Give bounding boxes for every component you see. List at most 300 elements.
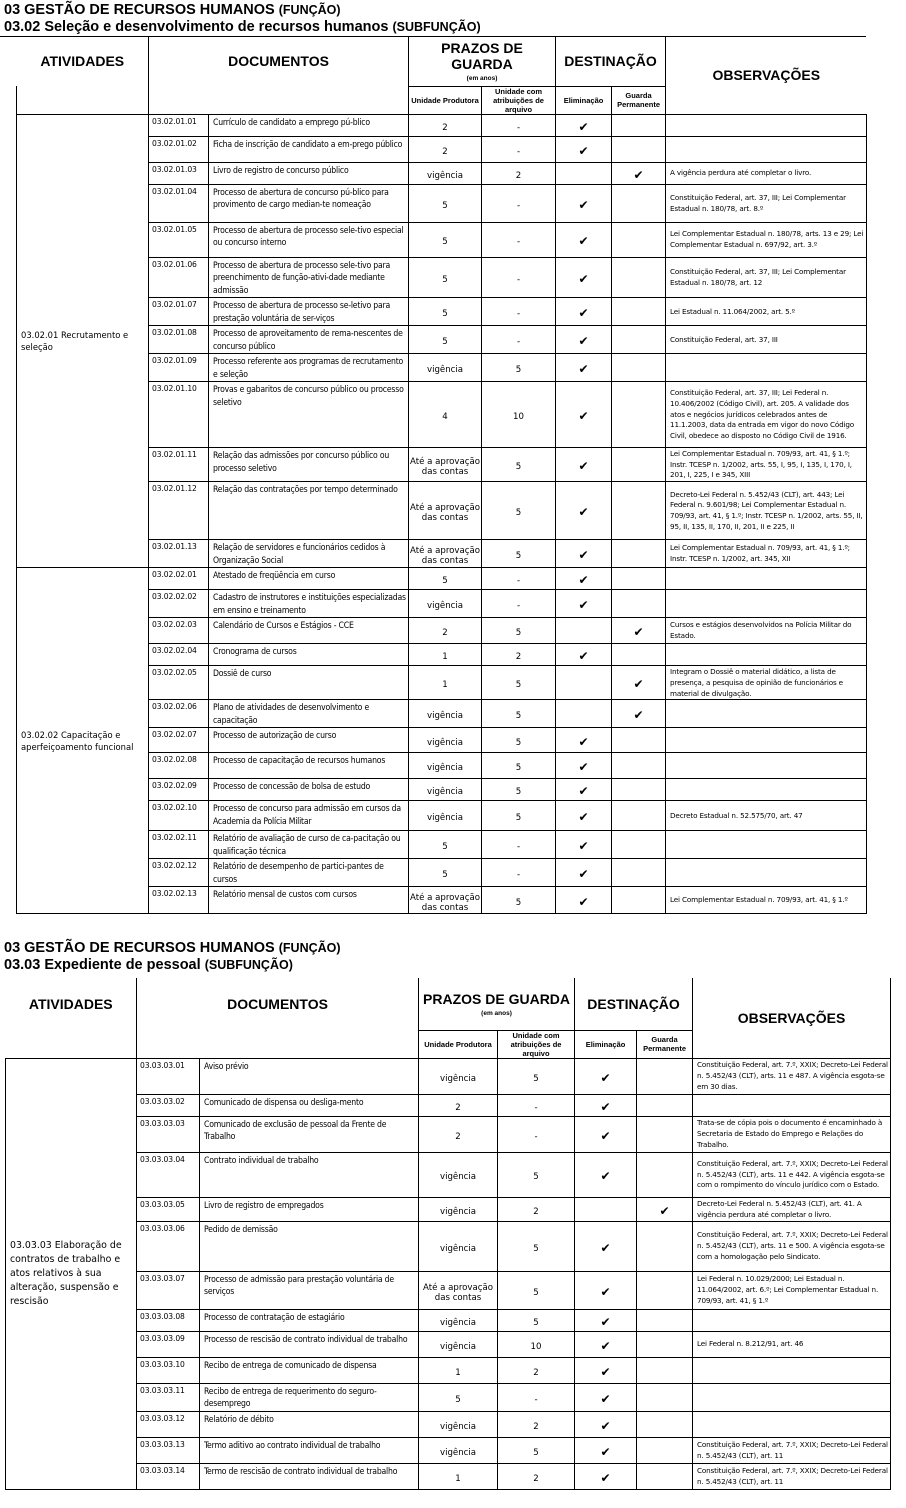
retention-archive-unit: 5	[482, 540, 556, 568]
retention-archive-unit: -	[482, 590, 556, 618]
retention-archive-unit: -	[482, 184, 556, 222]
permanent-custody-cell	[612, 779, 666, 801]
document-name: Relatório de débito	[200, 1411, 419, 1437]
observation: Cursos e estágios desenvolvidos na Polícia Militar do Estado.	[666, 618, 867, 644]
elimination-cell	[556, 257, 612, 298]
retention-producer-unit: vigência	[409, 354, 482, 382]
activity-cell: 03.02.01 Recrutamento e seleção	[17, 114, 149, 568]
subfunction-suffix: (SUBFUNÇÃO)	[204, 958, 293, 972]
retention-producer-unit: vigência	[409, 700, 482, 728]
retention-producer-unit: 5	[409, 184, 482, 222]
document-code: 03.02.02.13	[149, 887, 209, 914]
observation: Constituição Federal, art. 7.º, XXIX; Decreto-Lei Federal n. 5.452/43 (CLT), arts. 11 e 442. A vigência esgota-se com o rompimento do vínculo jurídico com o Estado.	[693, 1152, 891, 1197]
elimination-cell	[556, 162, 612, 184]
observation: Constituição Federal, art. 37, III	[666, 326, 867, 354]
document-name: Relatório de avaliação de curso de ca-pacitação ou qualificação técnica	[209, 831, 409, 859]
observation	[666, 590, 867, 618]
section-03-02	[0, 0, 906, 37]
retention-archive-unit: 2	[482, 644, 556, 666]
document-code: 03.02.02.02	[149, 590, 209, 618]
checkmark-icon: ✔	[600, 1364, 611, 1379]
document-code: 03.02.02.04	[149, 644, 209, 666]
function-title: 03 GESTÃO DE RECURSOS HUMANOS	[4, 940, 275, 956]
function-heading	[0, 2, 906, 19]
permanent-custody-cell	[637, 1463, 693, 1489]
permanent-custody-cell	[612, 382, 666, 448]
document-name: Cronograma de cursos	[209, 644, 409, 666]
table-row	[17, 568, 867, 590]
retention-producer-unit: vigência	[419, 1411, 498, 1437]
checkmark-icon: ✔	[633, 708, 644, 723]
activity-cell: 03.02.02 Capacitação e aperfeiçoamento funcional	[17, 568, 149, 914]
checkmark-icon: ✔	[600, 1099, 611, 1114]
elimination-cell	[556, 136, 612, 162]
retention-archive-unit: -	[482, 568, 556, 590]
checkmark-icon: ✔	[578, 548, 589, 563]
permanent-custody-cell	[637, 1094, 693, 1116]
document-name: Relação das contratações por tempo determinado	[209, 482, 409, 540]
elimination-cell	[556, 382, 612, 448]
permanent-custody-cell	[612, 326, 666, 354]
permanent-custody-cell	[637, 1357, 693, 1383]
retention-producer-unit: vigência	[419, 1058, 498, 1094]
table-row	[6, 1383, 891, 1411]
elimination-cell	[556, 753, 612, 779]
subfunction-title: 03.02 Seleção e desenvolvimento de recursos humanos	[4, 19, 389, 35]
retention-archive-unit: -	[482, 326, 556, 354]
document-code: 03.02.01.03	[149, 162, 209, 184]
document-name: Processo de rescisão de contrato individual de trabalho	[200, 1331, 419, 1357]
permanent-custody-cell	[637, 1058, 693, 1094]
checkmark-icon: ✔	[578, 839, 589, 854]
document-name: Recibo de entrega de requerimento do seguro-desemprego	[200, 1383, 419, 1411]
document-code: 03.02.02.09	[149, 779, 209, 801]
document-name: Processo de autorização de curso	[209, 728, 409, 753]
observation	[666, 644, 867, 666]
table-row	[6, 1437, 891, 1463]
permanent-custody-cell	[612, 540, 666, 568]
checkmark-icon: ✔	[600, 1128, 611, 1143]
checkmark-icon: ✔	[600, 1444, 611, 1459]
retention-producer-unit: 5	[409, 568, 482, 590]
retention-producer-unit: 2	[409, 618, 482, 644]
observation	[666, 859, 867, 887]
permanent-custody-cell	[612, 590, 666, 618]
header-unidade-arquivo: Unidade com atribuições de arquivo	[498, 1030, 575, 1058]
document-name: Ficha de inscrição de candidato a em-prego público	[209, 136, 409, 162]
permanent-custody-cell	[612, 114, 666, 136]
permanent-custody-cell	[637, 1411, 693, 1437]
retention-archive-unit: 2	[498, 1411, 575, 1437]
observation	[666, 114, 867, 136]
retention-archive-unit: 5	[482, 779, 556, 801]
observation: Lei Complementar Estadual n. 180/78, arts. 13 e 29; Lei Complementar Estadual n. 697/92, art. 3.º	[666, 222, 867, 257]
retention-producer-unit: 5	[409, 298, 482, 326]
observation: Constituição Federal, art. 7.º, XXIX; Decreto-Lei Federal n. 5.452/43 (CLT), arts. 11 e 500. A vigência esgota-se com a homologação pelo Sindicato.	[693, 1221, 891, 1271]
checkmark-icon: ✔	[578, 306, 589, 320]
document-code: 03.02.01.12	[149, 482, 209, 540]
header-unidade-arquivo: Unidade com atribuições de arquivo	[482, 86, 556, 114]
elimination-cell	[556, 728, 612, 753]
document-name: Termo de rescisão de contrato individual de trabalho	[200, 1463, 419, 1489]
permanent-custody-cell	[612, 568, 666, 590]
document-name: Calendário de Cursos e Estágios - CCE	[209, 618, 409, 644]
elimination-cell	[556, 482, 612, 540]
activity-cell: 03.03.03 Elaboração de contratos de trabalho e atos relativos à sua alteração, suspensão e rescisão	[6, 1058, 137, 1489]
elimination-cell	[556, 326, 612, 354]
checkmark-icon: ✔	[578, 810, 589, 825]
document-name: Termo aditivo ao contrato individual de trabalho	[200, 1437, 419, 1463]
checkmark-icon: ✔	[578, 734, 589, 749]
retention-producer-unit: 1	[419, 1463, 498, 1489]
retention-producer-unit: vigência	[409, 590, 482, 618]
checkmark-icon: ✔	[633, 677, 644, 692]
document-code: 03.02.01.13	[149, 540, 209, 568]
elimination-cell	[575, 1221, 637, 1271]
function-suffix: (FUNÇÃO)	[278, 3, 341, 17]
observation	[666, 700, 867, 728]
elimination-cell	[575, 1094, 637, 1116]
document-name: Livro de registro de empregados	[200, 1197, 419, 1221]
permanent-custody-cell	[612, 831, 666, 859]
elimination-cell	[575, 1463, 637, 1489]
checkmark-icon: ✔	[578, 143, 589, 158]
checkmark-icon: ✔	[659, 1203, 670, 1218]
document-name: Comunicado de dispensa ou desliga-mento	[200, 1094, 419, 1116]
observation: Lei Complementar Estadual n. 709/93, art. 41, § 1.º	[666, 887, 867, 914]
document-name: Dossiê de curso	[209, 666, 409, 700]
document-name: Provas e gabaritos de concurso público ou processo seletivo	[209, 382, 409, 448]
retention-archive-unit: 2	[498, 1197, 575, 1221]
header-atividades-blank	[6, 1030, 137, 1058]
retention-archive-unit: -	[482, 831, 556, 859]
observation: Constituição Federal, art. 37, III; Lei Complementar Estadual n. 180/78, art. 8.º	[666, 184, 867, 222]
document-name: Processo de aproveitamento de rema-nescentes de concurso público	[209, 326, 409, 354]
observation: A vigência perdura até completar o livro.	[666, 162, 867, 184]
permanent-custody-cell	[612, 801, 666, 831]
permanent-custody-cell	[612, 184, 666, 222]
retention-archive-unit: 2	[498, 1357, 575, 1383]
retention-archive-unit: 10	[498, 1331, 575, 1357]
elimination-cell	[575, 1357, 637, 1383]
checkmark-icon: ✔	[578, 271, 589, 286]
elimination-cell	[556, 779, 612, 801]
header-documentos: DOCUMENTOS	[228, 53, 329, 69]
header-destinacao: DESTINAÇÃO	[575, 978, 693, 1030]
retention-archive-unit: -	[482, 859, 556, 887]
retention-archive-unit: 5	[498, 1271, 575, 1309]
table-row	[6, 1094, 891, 1116]
elimination-cell	[575, 1383, 637, 1411]
checkmark-icon: ✔	[578, 409, 589, 423]
function-title: 03 GESTÃO DE RECURSOS HUMANOS	[4, 2, 275, 18]
observation	[666, 136, 867, 162]
permanent-custody-cell	[637, 1152, 693, 1197]
permanent-custody-cell	[637, 1197, 693, 1221]
retention-producer-unit: vigência	[409, 779, 482, 801]
elimination-cell	[556, 618, 612, 644]
elimination-cell	[575, 1271, 637, 1309]
retention-producer-unit: 2	[419, 1094, 498, 1116]
retention-producer-unit: Até a aprovação das contas	[409, 540, 482, 568]
retention-producer-unit: 5	[409, 859, 482, 887]
document-code: 03.02.02.07	[149, 728, 209, 753]
permanent-custody-cell	[612, 859, 666, 887]
header-atividades-blank	[17, 86, 149, 114]
function-heading	[0, 940, 906, 957]
retention-archive-unit: 5	[498, 1309, 575, 1331]
subfunction-heading	[0, 957, 906, 974]
document-name: Processo referente aos programas de recrutamento e seleção	[209, 354, 409, 382]
permanent-custody-cell	[637, 1221, 693, 1271]
header-documentos-blank	[149, 86, 409, 114]
header-prazos-label: PRAZOS DE GUARDA	[441, 39, 523, 72]
document-name: Processo de abertura de processo sele-tivo para preenchimento de função-ativi-dade mediante admissão	[209, 257, 409, 298]
retention-archive-unit: 5	[482, 354, 556, 382]
header-atividades: ATIVIDADES	[17, 36, 149, 86]
retention-producer-unit: 5	[409, 326, 482, 354]
observation: Integram o Dossiê o material didático, a lista de presença, a pesquisa de opinião de funcionários e material de divulgação.	[666, 666, 867, 700]
header-eliminacao: Eliminação	[575, 1030, 637, 1058]
elimination-cell	[575, 1197, 637, 1221]
subfunction-suffix: (SUBFUNÇÃO)	[392, 20, 481, 34]
elimination-cell	[556, 298, 612, 326]
retention-producer-unit: vigência	[409, 801, 482, 831]
permanent-custody-cell	[612, 136, 666, 162]
observation: Constituição Federal, art. 7.º, XXIX; Decreto-Lei Federal n. 5.452/43 (CLT), art. 11	[693, 1437, 891, 1463]
retention-archive-unit: -	[498, 1383, 575, 1411]
document-code: 03.03.03.02	[137, 1094, 200, 1116]
retention-archive-unit: -	[482, 298, 556, 326]
header-observacoes: OBSERVAÇÕES	[693, 978, 891, 1058]
checkmark-icon: ✔	[578, 867, 589, 882]
document-name: Comunicado de exclusão de pessoal da Frente de Trabalho	[200, 1116, 419, 1152]
observation: Constituição Federal, art. 7.º, XXIX; Decreto-Lei Federal n. 5.452/43 (CLT), arts. 11 e 487. A vigência esgota-se em 30 dias.	[693, 1058, 891, 1094]
retention-producer-unit: vigência	[419, 1221, 498, 1271]
retention-archive-unit: 10	[482, 382, 556, 448]
document-name: Relatório de desempenho de partici-pantes de cursos	[209, 859, 409, 887]
document-code: 03.03.03.09	[137, 1331, 200, 1357]
retention-archive-unit: 5	[498, 1058, 575, 1094]
checkmark-icon: ✔	[600, 1240, 611, 1255]
permanent-custody-cell	[612, 666, 666, 700]
retention-producer-unit: 5	[409, 222, 482, 257]
table-row	[6, 1116, 891, 1152]
permanent-custody-cell	[612, 753, 666, 779]
header-observacoes: OBSERVAÇÕES	[666, 36, 867, 114]
subfunction-heading	[0, 19, 866, 37]
retention-archive-unit: 5	[482, 666, 556, 700]
document-code: 03.02.02.12	[149, 859, 209, 887]
observation: Lei Federal n. 8.212/91, art. 46	[693, 1331, 891, 1357]
header-prazos	[409, 36, 556, 86]
checkmark-icon: ✔	[600, 1070, 611, 1085]
observation	[666, 354, 867, 382]
observation: Constituição Federal, art. 37, III; Lei Federal n. 10.406/2002 (Código Civil), art. 205. A validade dos atos e negócios jurídicos celebrados antes de 11.1.2003, data da entrada em vigor do novo Código Civil, obedece ao disposto no Código Civil de 1916.	[666, 382, 867, 448]
header-destinacao: DESTINAÇÃO	[556, 36, 666, 86]
retention-table-03-03	[5, 978, 891, 1490]
retention-producer-unit: vigência	[419, 1309, 498, 1331]
header-guarda-permanente: Guarda Permanente	[612, 86, 666, 114]
permanent-custody-cell	[612, 257, 666, 298]
retention-producer-unit: vigência	[409, 753, 482, 779]
checkmark-icon: ✔	[600, 1169, 611, 1183]
retention-producer-unit: vigência	[409, 162, 482, 184]
document-code: 03.02.02.08	[149, 753, 209, 779]
document-code: 03.03.03.01	[137, 1058, 200, 1094]
elimination-cell	[556, 590, 612, 618]
document-name: Processo de abertura de concurso pú-blico para provimento de cargo median-te nomeação	[209, 184, 409, 222]
retention-producer-unit: 2	[409, 136, 482, 162]
elimination-cell	[556, 831, 612, 859]
observation	[666, 728, 867, 753]
table-row	[6, 1221, 891, 1271]
elimination-cell	[556, 540, 612, 568]
document-name: Relação de servidores e funcionários cedidos à Organização Social	[209, 540, 409, 568]
table-row	[6, 1331, 891, 1357]
retention-producer-unit: 1	[419, 1357, 498, 1383]
elimination-cell	[575, 1331, 637, 1357]
table-row	[17, 114, 867, 136]
checkmark-icon: ✔	[578, 119, 589, 134]
checkmark-icon: ✔	[578, 598, 589, 613]
document-code: 03.03.03.08	[137, 1309, 200, 1331]
checkmark-icon: ✔	[578, 362, 589, 376]
retention-producer-unit: vigência	[419, 1197, 498, 1221]
document-code: 03.02.01.10	[149, 382, 209, 448]
document-code: 03.03.03.05	[137, 1197, 200, 1221]
permanent-custody-cell	[612, 162, 666, 184]
observation	[693, 1383, 891, 1411]
permanent-custody-cell	[637, 1437, 693, 1463]
checkmark-icon: ✔	[600, 1470, 611, 1485]
permanent-custody-cell	[612, 448, 666, 482]
function-suffix: (FUNÇÃO)	[278, 941, 341, 955]
document-code: 03.03.03.11	[137, 1383, 200, 1411]
permanent-custody-cell	[637, 1309, 693, 1331]
table-row	[6, 1197, 891, 1221]
document-name: Processo de concurso para admissão em cursos da Academia da Polícia Militar	[209, 801, 409, 831]
permanent-custody-cell	[612, 644, 666, 666]
header-em-anos: (em anos)	[481, 1009, 512, 1017]
retention-producer-unit: 2	[409, 114, 482, 136]
retention-producer-unit: Até a aprovação das contas	[409, 887, 482, 914]
permanent-custody-cell	[637, 1271, 693, 1309]
retention-producer-unit: Até a aprovação das contas	[409, 482, 482, 540]
document-name: Processo de abertura de processo sele-tivo especial ou concurso interno	[209, 222, 409, 257]
table-row	[6, 1463, 891, 1489]
observation: Decreto-Lei Federal n. 5.452/43 (CLT), art. 443; Lei Federal n. 9.601/98; Lei Complementar Estadual n. 709/93, art. 41, § 1.º; Instr. TCESP n. 1/2002, arts. 55, II, 95, II, 135, II, 170, II, 201, II e 225, II	[666, 482, 867, 540]
document-name: Contrato individual de trabalho	[200, 1152, 419, 1197]
retention-archive-unit: 5	[482, 448, 556, 482]
table-row	[6, 1357, 891, 1383]
document-code: 03.02.02.03	[149, 618, 209, 644]
observation: Lei Complementar Estadual n. 709/93, art. 41, § 1.º; Instr. TCESP n. 1/2002, art. 345, XII	[666, 540, 867, 568]
retention-archive-unit: 5	[482, 700, 556, 728]
permanent-custody-cell	[612, 298, 666, 326]
retention-producer-unit: vigência	[409, 728, 482, 753]
observation	[693, 1094, 891, 1116]
permanent-custody-cell	[637, 1331, 693, 1357]
checkmark-icon: ✔	[578, 784, 589, 799]
document-code: 03.02.01.08	[149, 326, 209, 354]
retention-archive-unit: 5	[482, 753, 556, 779]
permanent-custody-cell	[612, 728, 666, 753]
checkmark-icon: ✔	[600, 1284, 611, 1299]
table-body	[17, 114, 867, 914]
retention-producer-unit: 1	[409, 644, 482, 666]
document-code: 03.02.01.09	[149, 354, 209, 382]
permanent-custody-cell	[612, 887, 666, 914]
table-row	[6, 1309, 891, 1331]
document-code: 03.02.02.10	[149, 801, 209, 831]
observation: Constituição Federal, art. 7.º, XXIX; Decreto-Lei Federal n. 5.452/43 (CLT), art. 11	[693, 1463, 891, 1489]
header-eliminacao: Eliminação	[556, 86, 612, 114]
observation: Constituição Federal, art. 37, III; Lei Complementar Estadual n. 180/78, art. 12	[666, 257, 867, 298]
checkmark-icon: ✔	[633, 167, 644, 182]
document-name: Livro de registro de concurso público	[209, 162, 409, 184]
document-name: Recibo de entrega de comunicado de dispensa	[200, 1357, 419, 1383]
checkmark-icon: ✔	[578, 334, 589, 348]
document-code: 03.03.03.04	[137, 1152, 200, 1197]
document-name: Relatório mensal de custos com cursos	[209, 887, 409, 914]
checkmark-icon: ✔	[600, 1418, 611, 1433]
document-code: 03.02.02.01	[149, 568, 209, 590]
checkmark-icon: ✔	[578, 760, 589, 775]
checkmark-icon: ✔	[578, 234, 589, 248]
document-name: Pedido de demissão	[200, 1221, 419, 1271]
elimination-cell	[575, 1411, 637, 1437]
header-guarda-permanente: Guarda Permanente	[637, 1030, 693, 1058]
document-code: 03.02.01.07	[149, 298, 209, 326]
document-code: 03.02.01.05	[149, 222, 209, 257]
checkmark-icon: ✔	[600, 1391, 611, 1406]
retention-archive-unit: 5	[482, 482, 556, 540]
observation	[693, 1411, 891, 1437]
retention-archive-unit: 2	[498, 1463, 575, 1489]
retention-archive-unit: -	[482, 257, 556, 298]
observation	[666, 753, 867, 779]
retention-producer-unit: 2	[419, 1116, 498, 1152]
elimination-cell	[575, 1309, 637, 1331]
document-code: 03.03.03.10	[137, 1357, 200, 1383]
retention-producer-unit: Até a aprovação das contas	[419, 1271, 498, 1309]
checkmark-icon: ✔	[633, 625, 644, 640]
elimination-cell	[575, 1152, 637, 1197]
section-03-03	[0, 940, 906, 974]
elimination-cell	[556, 859, 612, 887]
checkmark-icon: ✔	[600, 1338, 611, 1353]
table-body	[6, 1058, 891, 1489]
observation	[666, 831, 867, 859]
document-name: Processo de concessão de bolsa de estudo	[209, 779, 409, 801]
retention-producer-unit: vigência	[419, 1331, 498, 1357]
elimination-cell	[556, 644, 612, 666]
checkmark-icon: ✔	[578, 649, 589, 664]
header-unidade-produtora: Unidade Produtora	[409, 86, 482, 114]
observation	[666, 779, 867, 801]
elimination-cell	[556, 700, 612, 728]
document-code: 03.02.02.06	[149, 700, 209, 728]
retention-producer-unit: 5	[409, 831, 482, 859]
document-code: 03.03.03.14	[137, 1463, 200, 1489]
observation	[693, 1357, 891, 1383]
permanent-custody-cell	[637, 1383, 693, 1411]
document-code: 03.03.03.06	[137, 1221, 200, 1271]
document-code: 03.03.03.12	[137, 1411, 200, 1437]
document-name: Processo de abertura de processo se-letivo para prestação voluntária de ser-viços	[209, 298, 409, 326]
observation	[666, 568, 867, 590]
